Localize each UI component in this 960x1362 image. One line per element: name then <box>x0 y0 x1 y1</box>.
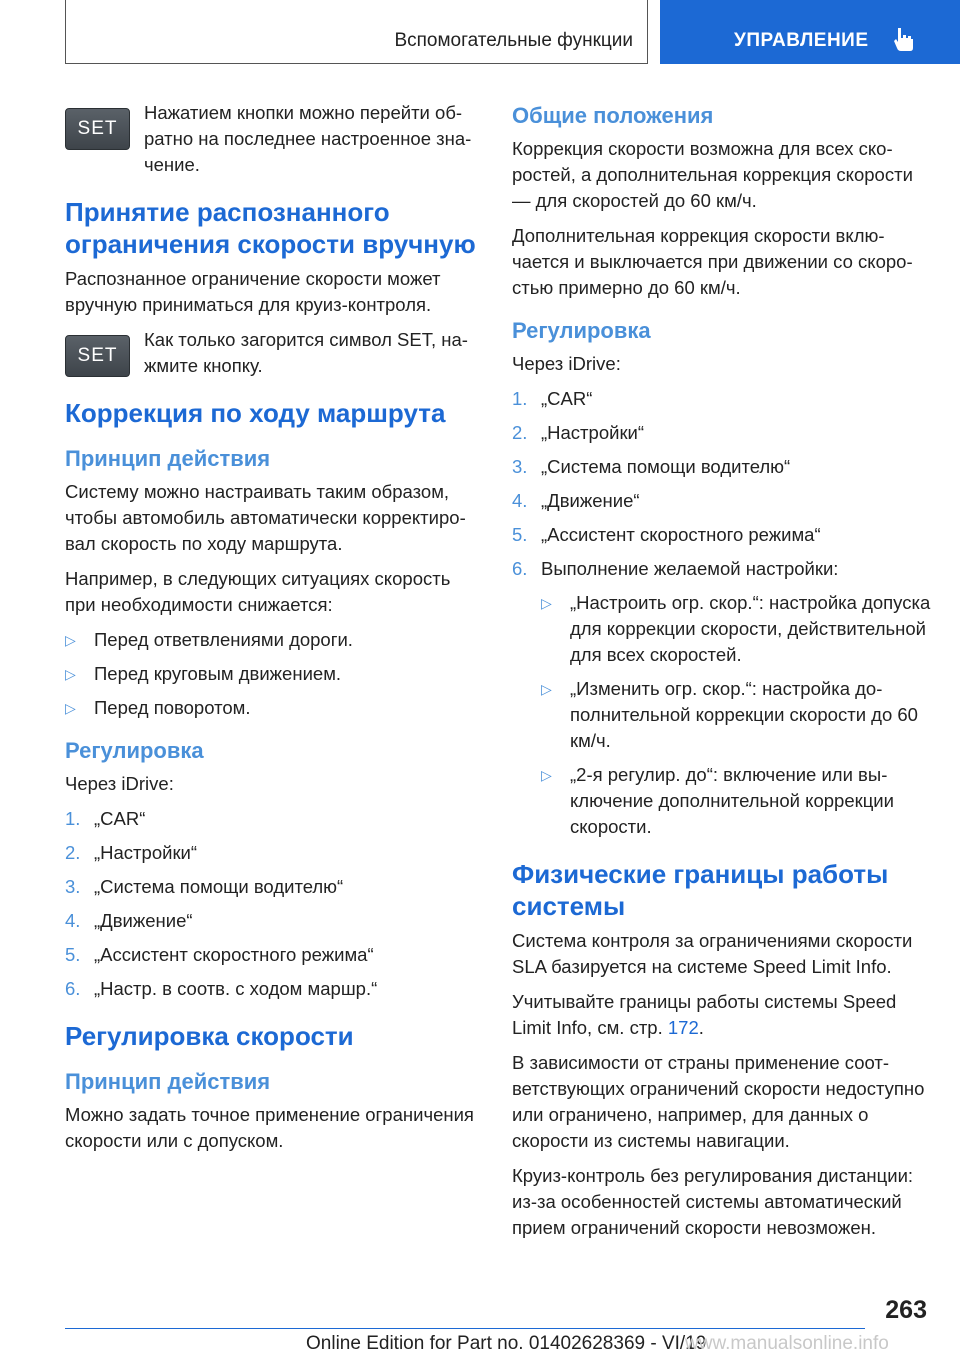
page-reference-link[interactable]: 172 <box>667 1017 699 1038</box>
list-item: ▷ „2-я регулир. до“: включение или выключение дополнительной коррекции скорости. <box>541 764 894 837</box>
set-instruction-1 <box>65 100 477 178</box>
paragraph: Нажатием кнопки можно перейти обратно на последнее настроенное значение. <box>144 102 472 175</box>
paragraph: В зависимости от страны применение соответствующих ограничений скорости недоступно или ограничено, например, для данных о скорости из системы навигации. <box>512 1052 925 1151</box>
paragraph: Можно задать точное применение ограничения скорости или с допуском. <box>65 1104 474 1151</box>
heading-general: Общие положения <box>512 103 714 128</box>
list-item: ▷ Перед круговым движением. <box>65 661 477 687</box>
list-item: 2. „Настройки“ <box>512 422 645 443</box>
page-header <box>65 0 895 64</box>
list-item: 1. „CAR“ <box>65 808 146 829</box>
list-item: 6. Выполнение желаемой настройки: <box>512 558 839 579</box>
set-button-icon: SET <box>65 108 130 150</box>
paragraph: Через iDrive: <box>65 773 174 794</box>
heading-principle: Принцип действия <box>65 446 271 471</box>
paragraph: Коррекция скорости возможна для всех скоростей, а дополнительная коррекция скорости — для скоростей до 60 км/ч. <box>512 138 913 211</box>
paragraph: Как только загорится символ SET, нажмите кнопку. <box>144 329 468 376</box>
triangle-bullet-icon: ▷ <box>541 681 552 697</box>
triangle-bullet-icon: ▷ <box>65 666 76 682</box>
triangle-bullet-icon: ▷ <box>541 595 552 611</box>
footer-edition: Online Edition for Part no. 01402628369 - VI/19 <box>306 1333 707 1354</box>
list-item: ▷ Перед поворотом. <box>65 695 477 721</box>
list-item: ▷ „Настроить огр. скор.“: настройка допуска для коррекции скорости, действительной для всех скоростей. <box>541 592 931 665</box>
paragraph: Система контроля за ограничениями скорости SLA базируется на системе Speed Limit Info. <box>512 930 913 977</box>
list-item: 4. „Движение“ <box>65 910 193 931</box>
triangle-bullet-icon: ▷ <box>65 700 76 716</box>
sub-bullet-list <box>512 590 932 840</box>
list-item: 1. „CAR“ <box>512 388 593 409</box>
footer-divider <box>65 1328 865 1329</box>
paragraph: Через iDrive: <box>512 353 621 374</box>
section-header <box>65 0 648 64</box>
paragraph: Распознанное ограничение скорости может вручную приниматься для круиз-контроля. <box>65 268 441 315</box>
triangle-bullet-icon: ▷ <box>65 632 76 648</box>
bullet-list <box>65 627 477 721</box>
hand-pointer-icon <box>892 26 916 52</box>
list-item: 2. „Настройки“ <box>65 842 198 863</box>
chapter-header <box>660 0 960 64</box>
paragraph: Круиз-контроль без регулирования дистанции: из-за особенностей системы автоматический прием ограничений скорости невозможен. <box>512 1165 914 1238</box>
steps-list <box>65 806 477 1002</box>
list-item: ▷ „Изменить огр. скор.“: настройка дополнительной коррекции скорости до 60 км/ч. <box>541 678 918 751</box>
list-item: 4. „Движение“ <box>512 490 640 511</box>
heading-route-correction: Коррекция по ходу маршрута <box>65 398 446 428</box>
steps-list <box>512 386 932 582</box>
paragraph: Дополнительная коррекция скорости включается и выключается при движении со скоростью примерно до 60 км/ч. <box>512 225 913 298</box>
list-item: 5. „Ассистент скоростного режима“ <box>512 524 821 545</box>
page-number: 263 <box>885 1296 927 1324</box>
heading-system-limits: Физические границы работы системы <box>512 859 889 921</box>
list-item: ▷ Перед ответвлениями дороги. <box>65 627 477 653</box>
list-item: 6. „Настр. в соотв. с ходом маршр.“ <box>65 978 378 999</box>
left-column <box>65 100 477 1163</box>
list-item: 3. „Система помощи водителю“ <box>512 456 791 477</box>
list-item: 3. „Система помощи водителю“ <box>65 876 344 897</box>
section-title: Вспомогательные функции <box>394 30 633 51</box>
set-instruction-2 <box>65 327 477 379</box>
paragraph: Учитывайте границы работы системы Speed Limit Info, см. стр. 172. <box>512 991 897 1038</box>
right-column <box>512 100 932 1250</box>
heading-speed-adjust: Регулировка скорости <box>65 1021 354 1051</box>
paragraph: Систему можно настраивать таким образом, чтобы автомобиль автоматически корректировал скорость по ходу маршрута. <box>65 481 466 554</box>
heading-accept-limit: Принятие распознанного ограничения скорости вручную <box>65 197 476 259</box>
chapter-title: УПРАВЛЕНИЕ <box>734 30 869 51</box>
heading-principle: Принцип действия <box>65 1069 271 1094</box>
set-button-icon: SET <box>65 335 130 377</box>
heading-adjust: Регулировка <box>512 318 651 343</box>
watermark: www.manualsonline.info <box>685 1333 889 1354</box>
heading-adjust: Регулировка <box>65 738 204 763</box>
triangle-bullet-icon: ▷ <box>541 767 552 783</box>
paragraph: Например, в следующих ситуациях скорость при необходимости снижается: <box>65 568 451 615</box>
list-item: 5. „Ассистент скоростного режима“ <box>65 944 374 965</box>
